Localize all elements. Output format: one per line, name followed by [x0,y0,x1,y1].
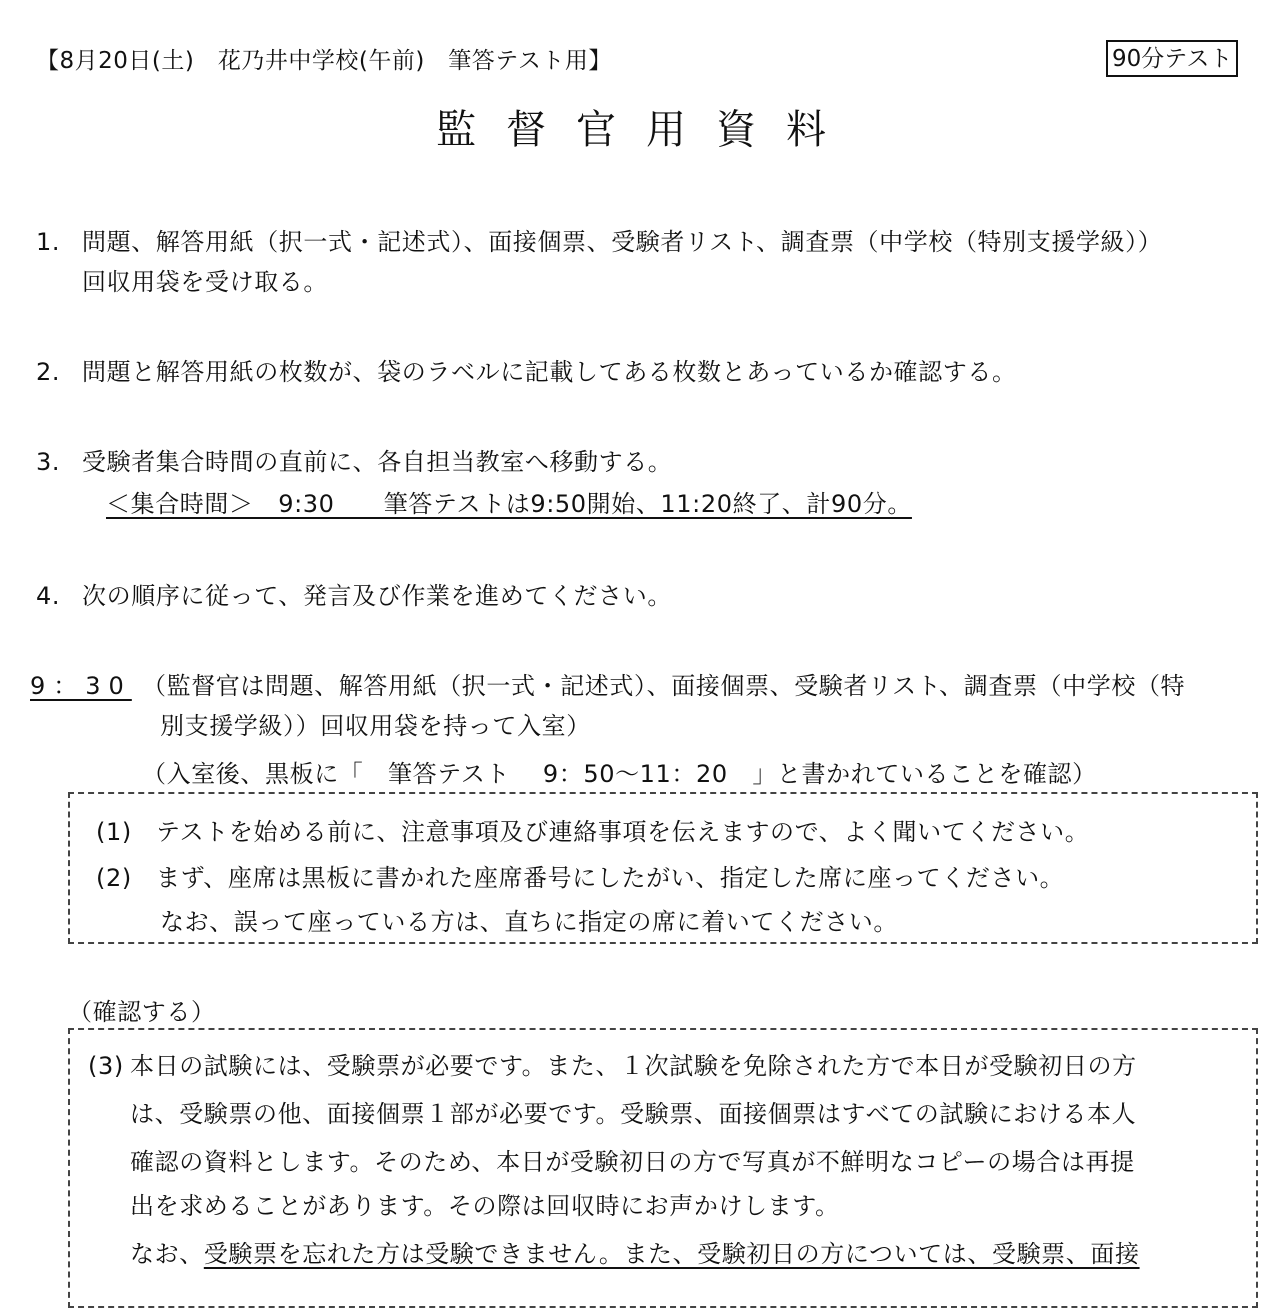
assembly-time-note: ＜集合時間＞ 9:30 筆答テストは9:50開始、11:20終了、計90分。 [106,490,912,518]
item-label: (3) [88,1052,124,1080]
item-1-continuation: 回収用袋を受け取る。 [82,268,328,296]
session-header: 【8月20日(土) 花乃井中学校(午前) 筆答テスト用】 [36,48,612,74]
item-number: 3. [36,448,61,476]
item-text: 受験者集合時間の直前に、各自担当教室へ移動する。 [82,448,673,476]
announcement-3 [88,1046,1137,1081]
schedule-line-3: （入室後、黒板に「 筆答テスト 9：50〜11：20 」と書かれていることを確認） [142,760,1097,788]
item-1 [36,222,1162,257]
announcement-2 [96,858,1064,893]
item-number: 1. [36,228,61,256]
announcement-3-line-5 [130,1234,1140,1269]
announcement-2-continuation: なお、誤って座っている方は、直ちに指定の席に着いてください。 [160,908,898,936]
item-number: 2. [36,358,61,386]
test-duration-badge: 90分テスト [1106,40,1238,77]
item-4 [36,576,672,611]
item-text: 問題、解答用紙（択一式・記述式）、面接個票、受験者リスト、調査票（中学校（特別支援学級）） [82,228,1163,256]
schedule-time: 9：30 [30,672,132,700]
page-title: 監督官用資料 [436,107,856,153]
item-number: 4. [36,582,61,610]
item-2 [36,352,1017,387]
item-label: (1) [96,818,132,846]
announcement-1 [96,812,1089,847]
announcement-3-line-3: 確認の資料とします。そのため、本日が受験初日の方で写真が不鮮明なコピーの場合は再提 [130,1148,1135,1176]
line-prefix: なお、 [130,1240,204,1268]
item-3 [36,442,672,477]
item-label: (2) [96,864,132,892]
warning-underlined: 受験票を忘れた方は受験できません。また、受験初日の方については、受験票、面接 [203,1240,1140,1268]
item-text: テストを始める前に、注意事項及び連絡事項を伝えますので、よく聞いてください。 [156,818,1090,846]
item-text: まず、座席は黒板に書かれた座席番号にしたがい、指定した席に座ってください。 [156,864,1065,892]
schedule-line-1: （監督官は問題、解答用紙（択一式・記述式）、面接個票、受験者リスト、調査票（中学校（特 [142,672,1186,700]
item-text: 次の順序に従って、発言及び作業を進めてください。 [82,582,672,610]
item-text: 本日の試験には、受験票が必要です。また、１次試験を免除された方で本日が受験初日の方 [130,1052,1137,1080]
confirm-label: （確認する） [68,998,216,1026]
announcement-3-line-4: 出を求めることがあります。その際は回収時にお声かけします。 [130,1192,840,1220]
item-text: 問題と解答用紙の枚数が、袋のラベルに記載してある枚数とあっているか確認する。 [82,358,1017,386]
announcement-3-line-2: は、受験票の他、面接個票１部が必要です。受験票、面接個票はすべての試験における本人 [130,1100,1137,1128]
schedule-line-2: 別支援学級））回収用袋を持って入室） [160,712,591,740]
